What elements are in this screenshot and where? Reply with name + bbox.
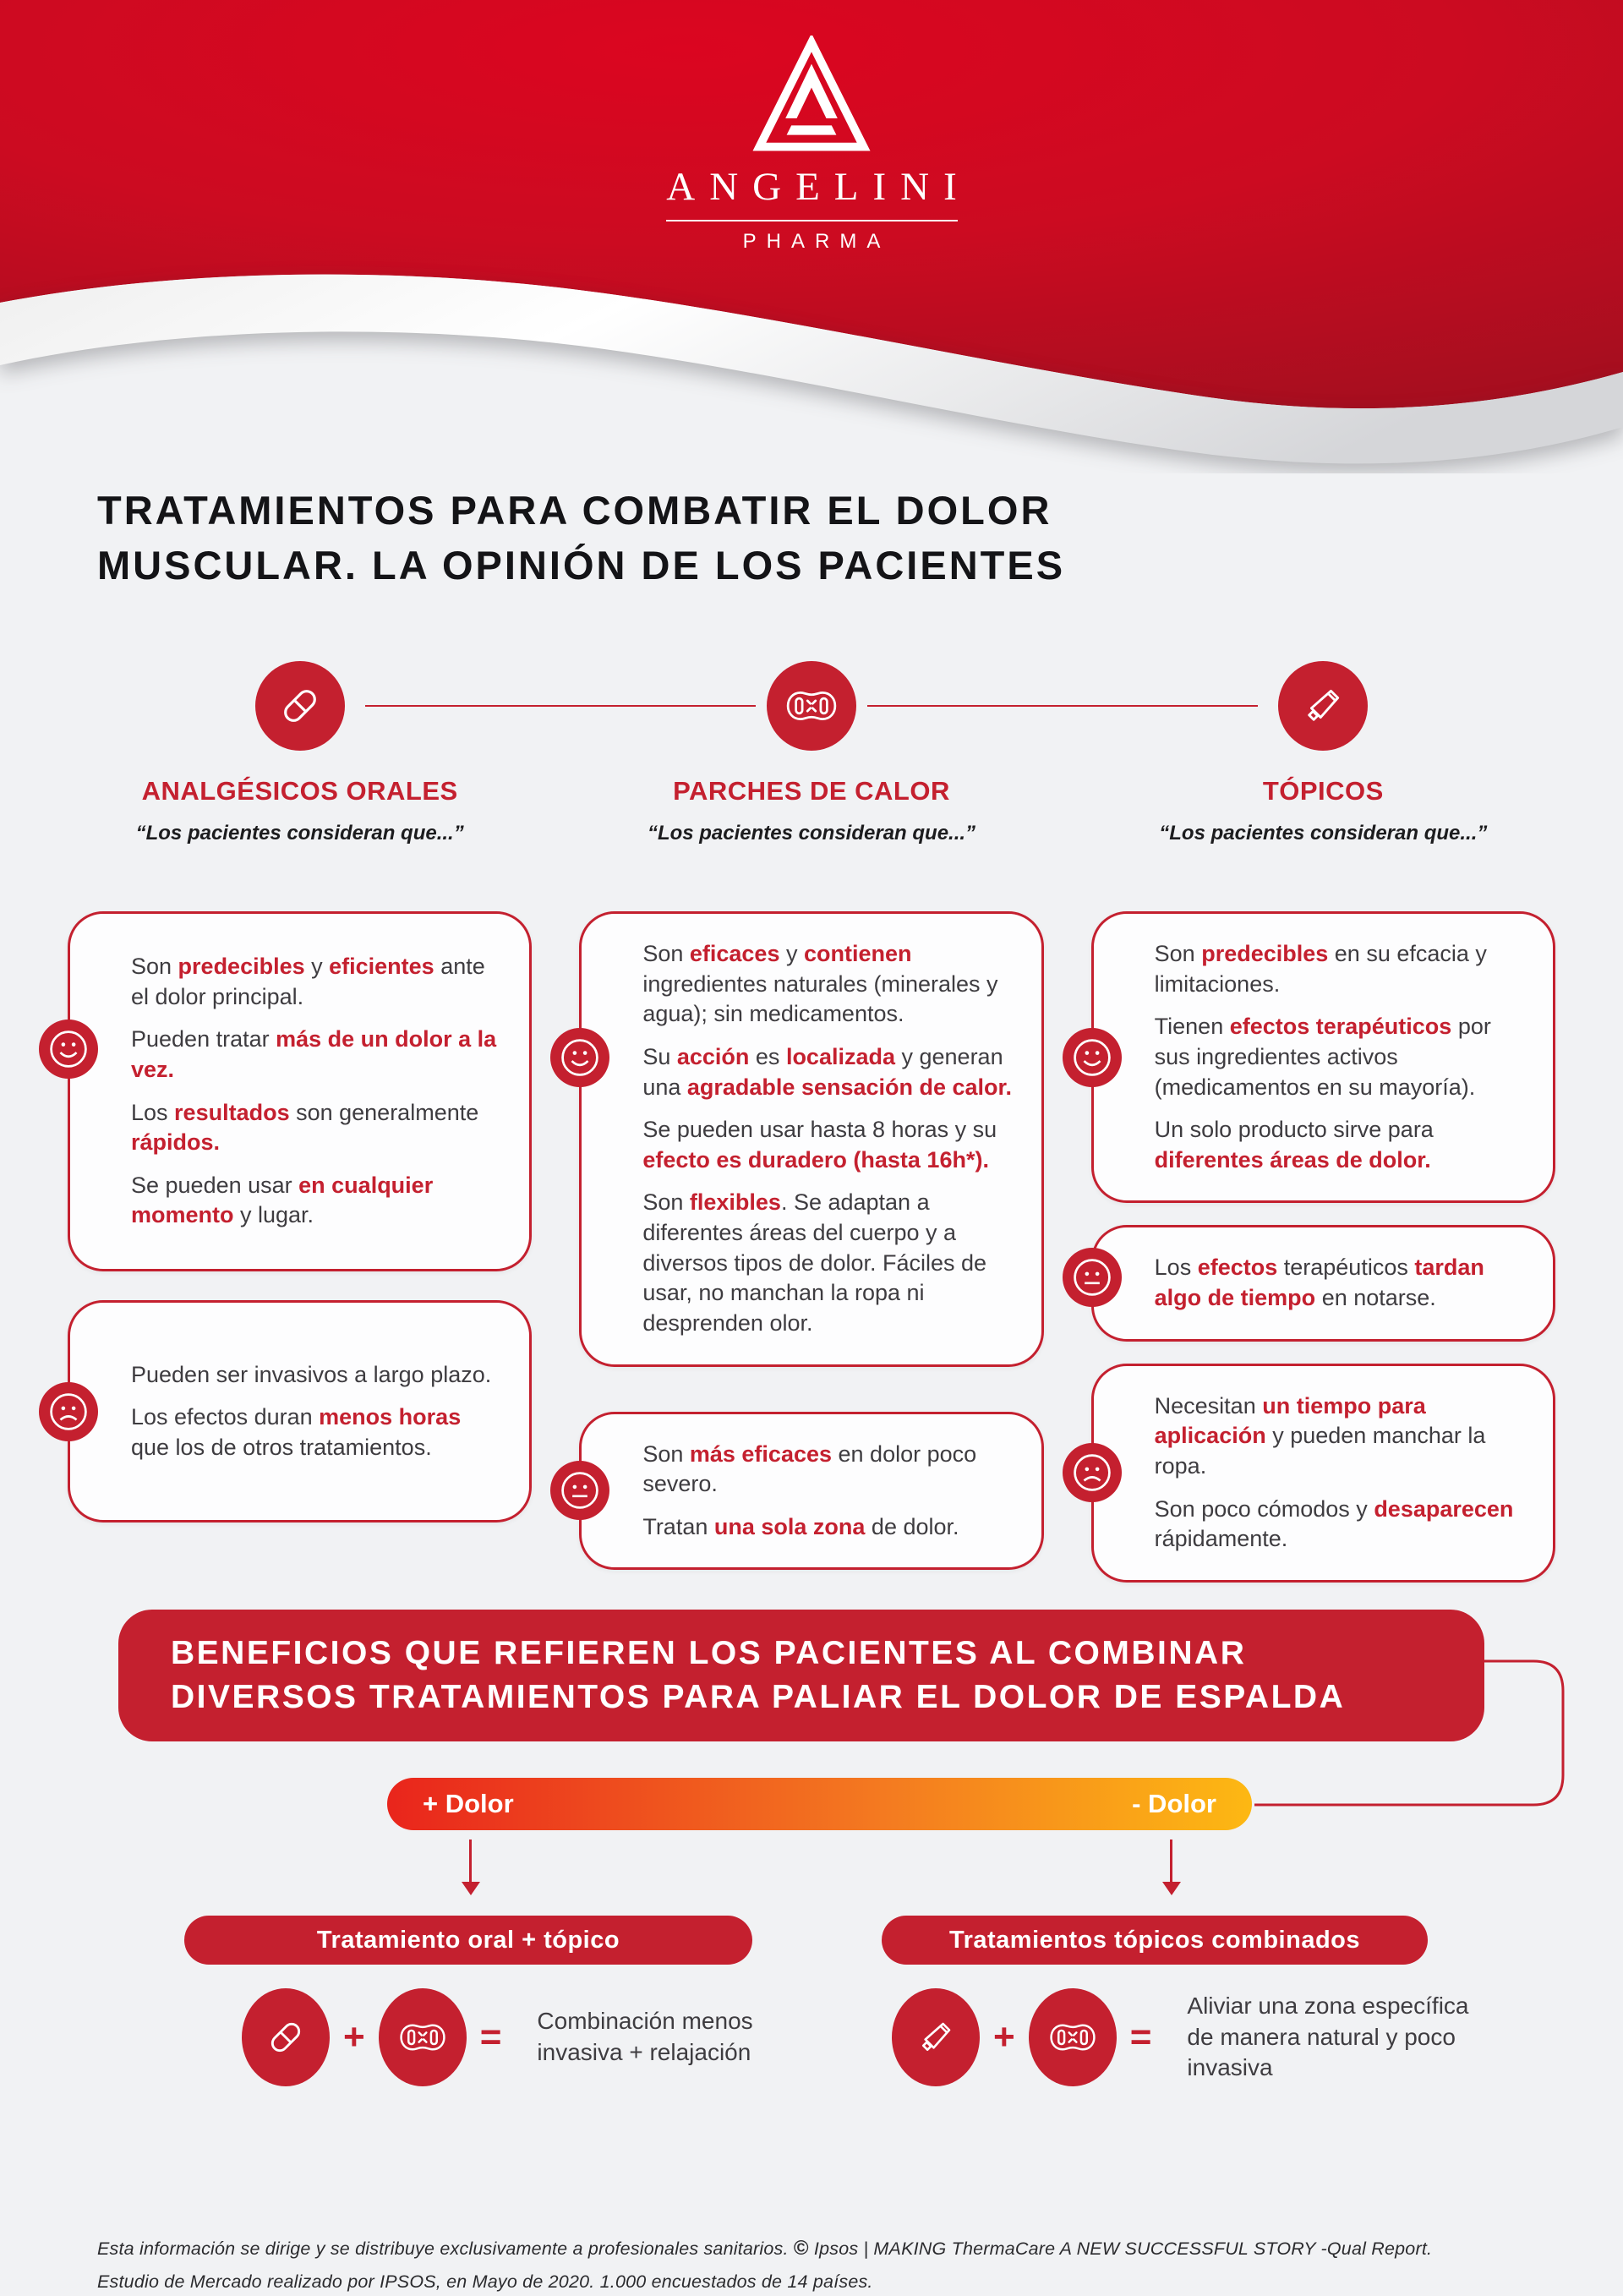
happy-face-icon (550, 1028, 609, 1087)
more-pain-label: + Dolor (423, 1789, 514, 1818)
footer-line1 (97, 2232, 1534, 2266)
opinion-item: Son poco cómodos y desaparecen rápidamente. (1154, 1495, 1514, 1552)
opinion-item: Se pueden usar en cualquier momento y lugar. (131, 1172, 434, 1228)
page-title (97, 484, 1484, 593)
down-arrow-icon (1170, 1840, 1172, 1882)
opinion-list (131, 952, 502, 1231)
column-heading: TÓPICOS (1262, 776, 1384, 806)
benefits-banner-line2: DIVERSOS TRATAMIENTOS PARA PALIAR EL DOLOR DE ESPALDA (171, 1678, 1346, 1715)
cream-tube-icon (892, 1988, 980, 2086)
heat-patch-icon (379, 1988, 467, 2086)
pill-icon (255, 661, 345, 751)
opinion-list (1155, 939, 1526, 1175)
sad-face-icon (39, 1382, 98, 1441)
footer-line1-text: Esta información se dirige y se distribuye exclusivamente a profesionales sanitarios. (97, 2239, 794, 2259)
treatments-section (68, 661, 1555, 1583)
opinion-item: Son eficaces y contienen ingredientes naturales (minerales y agua); sin medicamentos. (642, 941, 998, 1027)
opinion-item: Los resultados son generalmente rápidos. (131, 1099, 479, 1156)
heat-patch-icon (1029, 1988, 1117, 2086)
opinion-list (131, 1360, 502, 1463)
opinion-box-positive (1091, 911, 1555, 1203)
page-title-line1: TRATAMIENTOS PARA COMBATIR EL DOLOR (97, 488, 1052, 533)
opinion-box-positive (68, 911, 532, 1271)
neutral-face-icon (550, 1461, 609, 1520)
opinion-item: Tratan una sola zona de dolor. (642, 1513, 959, 1539)
column-heading: ANALGÉSICOS ORALES (141, 776, 458, 806)
column-parches-de-calor (579, 661, 1043, 1583)
column-topicos (1091, 661, 1555, 1583)
neutral-face-icon (1063, 1248, 1122, 1307)
less-pain-label: - Dolor (1132, 1789, 1216, 1818)
opinion-item: Pueden ser invasivos a largo plazo. (131, 1361, 492, 1387)
opinion-item: Son predecibles en su efcacia y limitaciones. (1154, 941, 1487, 997)
happy-face-icon (39, 1020, 98, 1079)
logo-divider (666, 220, 958, 221)
opinion-box-negative (68, 1300, 532, 1522)
combo-result: Aliviar una zona específica de manera natural y poco invasiva (1187, 1992, 1469, 2081)
opinion-item: Necesitan un tiempo para aplicación y pueden manchar la ropa. (1154, 1392, 1486, 1479)
column-header (68, 661, 532, 911)
footer-line1-source: Ipsos | MAKING ThermaCare A NEW SUCCESSFUL STORY -Qual Report. (808, 2239, 1433, 2259)
opinion-box-neutral (1091, 1225, 1555, 1341)
opinion-list (642, 939, 1014, 1339)
plus-operator: + (993, 2016, 1015, 2058)
opinion-item: Su acción es localizada y generan una agradable sensación de calor. (642, 1043, 1013, 1100)
column-heading: PARCHES DE CALOR (673, 776, 950, 806)
plus-operator: + (343, 2016, 365, 2058)
combo-oral-topico (242, 1988, 773, 2086)
pain-scale-bar (387, 1778, 1252, 1830)
benefits-banner-line1: BENEFICIOS QUE REFIEREN LOS PACIENTES AL COMBINAR (171, 1635, 1247, 1671)
opinion-box-positive (579, 911, 1043, 1367)
column-quote: “Los pacientes consideran que...” (647, 822, 976, 845)
combo-result: Combinación menos invasiva + relajación (537, 2008, 753, 2065)
opinion-item: Se pueden usar hasta 8 horas y su efecto es duradero (hasta 16h*). (642, 1117, 997, 1173)
angelini-triangle-icon (752, 36, 871, 154)
sad-face-icon (1063, 1443, 1122, 1502)
opinion-box-neutral (579, 1412, 1043, 1571)
footer-disclaimer (97, 2232, 1534, 2296)
combo-topicos-combinados (892, 1988, 1474, 2086)
column-analgesicos-orales (68, 661, 532, 1583)
opinion-item: Tienen efectos terapéuticos por sus ingredientes activos (medicamentos en su mayoría). (1154, 1014, 1491, 1100)
down-arrow-icon (469, 1840, 472, 1882)
combo-label-oral-topico: Tratamiento oral + tópico (184, 1916, 752, 1965)
opinion-item: Son más eficaces en dolor poco severo. (642, 1440, 977, 1497)
connector-line (867, 705, 1258, 707)
equals-operator: = (479, 2016, 502, 2058)
combo-label-topicos-combinados: Tratamientos tópicos combinados (882, 1916, 1428, 1965)
opinion-item: Un solo producto sirve para diferentes áreas de dolor. (1154, 1117, 1434, 1173)
column-header (1091, 661, 1555, 911)
brand-name: ANGELINI (666, 165, 971, 209)
opinion-list (642, 1440, 1014, 1543)
heat-patch-icon (767, 661, 856, 751)
opinion-item: Son predecibles y eficientes ante el dolor principal. (131, 954, 485, 1009)
copyright-icon: © (793, 2237, 809, 2260)
column-quote: “Los pacientes consideran que...” (1159, 822, 1488, 845)
opinion-item: Son flexibles. Se adaptan a diferentes áreas del cuerpo y a diversos tipos de dolor. Fáciles de usar, no manchan la ropa ni desprenden olor. (642, 1189, 987, 1336)
page-title-line2: MUSCULAR. LA OPINIÓN DE LOS PACIENTES (97, 542, 1066, 588)
footer-line2: Estudio de Mercado realizado por IPSOS, en Mayo de 2020. 1.000 encuestados de 14 países. (97, 2271, 873, 2292)
happy-face-icon (1063, 1028, 1122, 1087)
opinion-item: Pueden tratar más de un dolor a la vez. (131, 1026, 497, 1082)
opinion-item: Los efectos terapéuticos tardan algo de tiempo en notarse. (1154, 1255, 1484, 1310)
pill-icon (242, 1988, 330, 2086)
equals-operator: = (1129, 2016, 1152, 2058)
opinion-list (1155, 1253, 1526, 1313)
brand-logo (0, 36, 1623, 254)
opinion-item: Los efectos duran menos horas que los de otros tratamientos. (131, 1404, 462, 1460)
brand-subname: PHARMA (742, 230, 891, 253)
column-quote: “Los pacientes consideran que...” (135, 822, 464, 845)
benefits-banner (118, 1610, 1484, 1741)
connector-line (365, 705, 756, 707)
column-header (579, 661, 1043, 911)
opinion-box-negative (1091, 1364, 1555, 1583)
cream-tube-icon (1278, 661, 1368, 751)
opinion-list (1155, 1391, 1526, 1555)
